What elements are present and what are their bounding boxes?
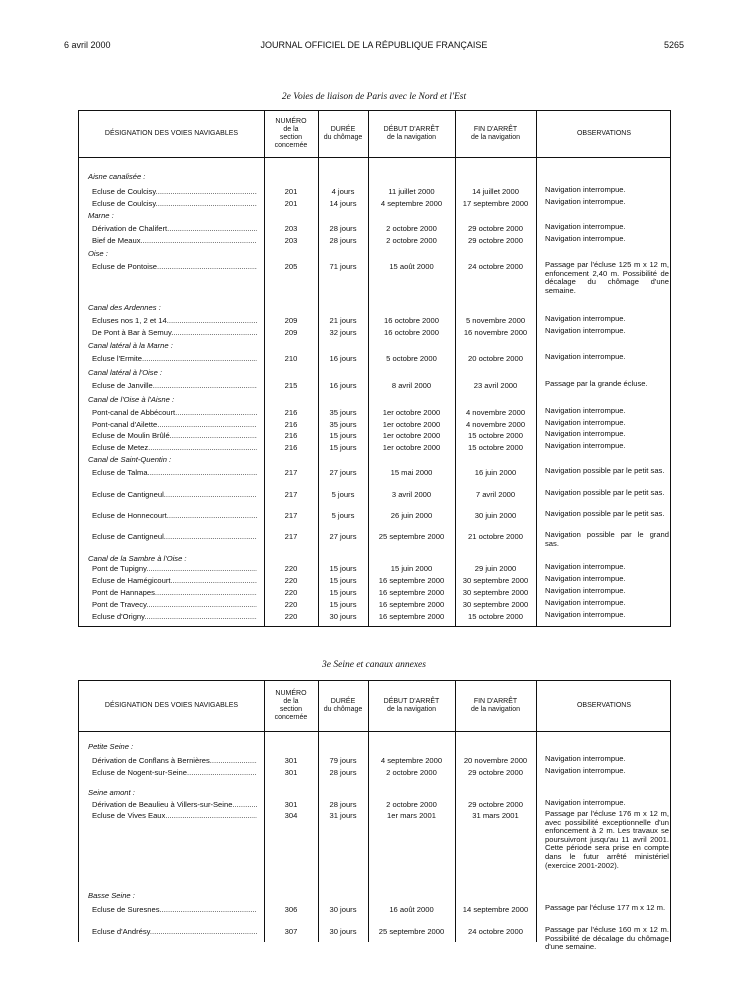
observation: Navigation interrompue. <box>545 441 626 450</box>
start-date: 16 octobre 2000 <box>384 316 439 325</box>
group-label-text: Oise : <box>88 249 108 258</box>
end-date: 30 juin 2000 <box>474 511 517 520</box>
column-header-debut: DÉBUT D'ARRÊT de la navigation <box>383 126 440 141</box>
section-number: 216 <box>284 443 298 452</box>
duration: 16 jours <box>329 381 357 390</box>
section-title-3: 3e Seine et canaux annexes <box>322 660 426 670</box>
observation: Navigation interrompue. <box>545 798 626 807</box>
start-date: 16 septembre 2000 <box>378 588 445 597</box>
observation: Navigation interrompue. <box>545 185 626 194</box>
observation: Passage par l'écluse 177 m x 12 m. <box>545 903 666 912</box>
end-date: 29 octobre 2000 <box>468 768 523 777</box>
end-date: 29 octobre 2000 <box>468 224 523 233</box>
start-date: 25 septembre 2000 <box>378 927 445 936</box>
start-date: 2 octobre 2000 <box>386 236 437 245</box>
section-number: 209 <box>284 316 298 325</box>
duration: 30 jours <box>329 612 357 621</box>
duration: 15 jours <box>329 576 357 585</box>
section-number: 220 <box>284 564 298 573</box>
waterway-name: Ecluse de Moulin Brûlé ..... <box>92 430 257 441</box>
duration: 15 jours <box>329 588 357 597</box>
observation: Navigation possible par le petit sas. <box>545 466 665 475</box>
end-date: 4 novembre 2000 <box>465 408 526 417</box>
navigation-table-section-3 <box>78 680 671 952</box>
observation: Navigation interrompue. <box>545 562 626 571</box>
column-header-fin: FIN D'ARRÊT de la navigation <box>470 126 521 141</box>
observation: Navigation interrompue. <box>545 754 626 763</box>
observation: Passage par la grande écluse. <box>545 379 648 388</box>
column-header-duree: DURÉE du chômage <box>323 126 363 141</box>
waterway-name: Ecluse l'Ermite ..... <box>92 353 257 364</box>
end-date: 23 avril 2000 <box>473 381 518 390</box>
end-date: 29 juin 2000 <box>474 564 517 573</box>
duration: 31 jours <box>329 811 357 820</box>
waterway-name: Ecluse de Janville ..... <box>92 380 257 391</box>
waterway-name: Ecluse de Pontoise ..... <box>92 261 257 272</box>
section-number: 216 <box>284 420 298 429</box>
page-header <box>64 40 684 54</box>
section-number: 205 <box>284 262 298 271</box>
journal-title: JOURNAL OFFICIEL DE LA RÉPUBLIQUE FRANÇAISE <box>260 40 488 50</box>
group-label-text: Canal de la Sambre à l'Oise : <box>88 554 187 563</box>
group-label-text: Canal de l'Oise à l'Aisne : <box>88 395 175 404</box>
duration: 16 jours <box>329 354 357 363</box>
duration: 30 jours <box>329 905 357 914</box>
start-date: 15 juin 2000 <box>390 564 433 573</box>
waterway-name: Dérivation de Chalifert ..... <box>92 223 257 234</box>
end-date: 15 octobre 2000 <box>468 443 523 452</box>
section-number: 210 <box>284 354 298 363</box>
end-date: 30 septembre 2000 <box>462 600 529 609</box>
waterway-name: Ecluse de Honnecourt ..... <box>92 510 257 521</box>
section-number: 209 <box>284 328 298 337</box>
header-rule <box>79 731 670 732</box>
end-date: 14 septembre 2000 <box>462 905 529 914</box>
observation: Navigation interrompue. <box>545 598 626 607</box>
section-number: 220 <box>284 588 298 597</box>
waterway-name: Dérivation de Beaulieu à Villers-sur-Seine ..... <box>92 799 257 810</box>
column-header-observations: OBSERVATIONS <box>576 130 632 137</box>
duration: 5 jours <box>331 490 355 499</box>
end-date: 30 septembre 2000 <box>462 576 529 585</box>
end-date: 7 avril 2000 <box>475 490 516 499</box>
section-number: 306 <box>284 905 298 914</box>
duration: 27 jours <box>329 468 357 477</box>
observation: Navigation possible par le petit sas. <box>545 488 665 497</box>
column-header-observations: OBSERVATIONS <box>576 702 632 709</box>
waterway-name: Ecluse de Cantigneul ..... <box>92 531 257 542</box>
waterway-name: Pont de Travecy ..... <box>92 599 257 610</box>
end-date: 16 juin 2000 <box>474 468 517 477</box>
duration: 21 jours <box>329 316 357 325</box>
duration: 28 jours <box>329 800 357 809</box>
group-label-text: Seine amont : <box>88 788 135 797</box>
start-date: 1er octobre 2000 <box>382 431 441 440</box>
end-date: 20 novembre 2000 <box>463 756 528 765</box>
observation: Navigation interrompue. <box>545 234 626 243</box>
duration: 79 jours <box>329 756 357 765</box>
duration: 35 jours <box>329 420 357 429</box>
observation: Navigation interrompue. <box>545 574 626 583</box>
duration: 35 jours <box>329 408 357 417</box>
observation: Navigation interrompue. <box>545 586 626 595</box>
start-date: 5 octobre 2000 <box>386 354 437 363</box>
column-header-designation: DÉSIGNATION DES VOIES NAVIGABLES <box>104 702 239 709</box>
waterway-name: Ecluse de Cantigneul ..... <box>92 489 257 500</box>
section-number: 301 <box>284 756 298 765</box>
waterway-name: Pont-canal d'Ailette ..... <box>92 419 257 430</box>
section-number: 220 <box>284 576 298 585</box>
section-number: 203 <box>284 236 298 245</box>
observation: Navigation interrompue. <box>545 352 626 361</box>
waterway-name: Ecluse de Metez ..... <box>92 442 257 453</box>
end-date: 16 novembre 2000 <box>463 328 528 337</box>
start-date: 15 août 2000 <box>389 262 434 271</box>
observation: Navigation interrompue. <box>545 406 626 415</box>
waterway-name: Pont-canal de Abbécourt ..... <box>92 407 257 418</box>
duration: 30 jours <box>329 927 357 936</box>
observation: Navigation interrompue. <box>545 766 626 775</box>
duration: 14 jours <box>329 199 357 208</box>
section-title-2: 2e Voies de liaison de Paris avec le Nord et l'Est <box>281 92 467 102</box>
duration: 32 jours <box>329 328 357 337</box>
column-header-duree: DURÉE du chômage <box>323 698 363 713</box>
waterway-name: Ecluse de Coulcisy ..... <box>92 198 257 209</box>
section-number: 216 <box>284 408 298 417</box>
end-date: 24 octobre 2000 <box>468 927 523 936</box>
start-date: 4 septembre 2000 <box>380 756 443 765</box>
start-date: 16 octobre 2000 <box>384 328 439 337</box>
start-date: 15 mai 2000 <box>390 468 433 477</box>
start-date: 11 juillet 2000 <box>388 187 435 196</box>
start-date: 4 septembre 2000 <box>380 199 443 208</box>
duration: 4 jours <box>331 187 355 196</box>
section-number: 203 <box>284 224 298 233</box>
waterway-name: Bief de Meaux ..... <box>92 235 257 246</box>
duration: 15 jours <box>329 431 357 440</box>
start-date: 3 avril 2000 <box>391 490 432 499</box>
start-date: 16 septembre 2000 <box>378 600 445 609</box>
waterway-name: Ecluse de Hamégicourt ..... <box>92 575 257 586</box>
duration: 15 jours <box>329 443 357 452</box>
waterway-name: Ecluse de Talma ..... <box>92 467 257 478</box>
end-date: 20 octobre 2000 <box>468 354 523 363</box>
group-label-text: Canal de Saint-Quentin : <box>88 455 172 464</box>
section-number: 217 <box>284 532 298 541</box>
waterway-name: Pont de Hannapes ..... <box>92 587 257 598</box>
section-number: 215 <box>284 381 298 390</box>
end-date: 24 octobre 2000 <box>468 262 523 271</box>
navigation-table-section-2 <box>78 110 671 627</box>
start-date: 1er mars 2001 <box>387 811 436 820</box>
column-header-debut: DÉBUT D'ARRÊT de la navigation <box>383 698 440 713</box>
group-label-text: Basse Seine : <box>88 891 135 900</box>
section-number: 301 <box>284 800 298 809</box>
waterway-name: Ecluse de Suresnes ..... <box>92 904 257 915</box>
group-label-text: Marne : <box>88 211 114 220</box>
observation: Navigation interrompue. <box>545 222 626 231</box>
waterway-name: Pont de Tupigny ..... <box>92 563 257 574</box>
observation: Navigation interrompue. <box>545 197 626 206</box>
section-number: 216 <box>284 431 298 440</box>
waterway-name: Ecluse de Nogent-sur-Seine ..... <box>92 767 257 778</box>
section-number: 220 <box>284 612 298 621</box>
section-number: 201 <box>284 199 298 208</box>
start-date: 1er octobre 2000 <box>382 408 441 417</box>
section-number: 304 <box>284 811 298 820</box>
duration: 28 jours <box>329 236 357 245</box>
observation: Navigation possible par le petit sas. <box>545 509 665 518</box>
section-number: 201 <box>284 187 298 196</box>
duration: 15 jours <box>329 564 357 573</box>
end-date: 15 octobre 2000 <box>468 612 523 621</box>
observation: Passage par l'écluse 125 m x 12 m, enfoncement 2,40 m. Possibilité de décalage du chômage d'une semaine. <box>545 260 669 295</box>
observation: Navigation interrompue. <box>545 418 626 427</box>
duration: 5 jours <box>331 511 355 520</box>
duration: 27 jours <box>329 532 357 541</box>
group-label-text: Canal latéral à la Marne : <box>88 341 173 350</box>
end-date: 29 octobre 2000 <box>468 800 523 809</box>
waterway-name: Ecluses nos 1, 2 et 14 ..... <box>92 315 257 326</box>
observation: Passage par l'écluse 160 m x 12 m. Possibilité de décalage du chômage d'une semaine. <box>545 925 669 952</box>
observation: Navigation interrompue. <box>545 326 626 335</box>
start-date: 26 juin 2000 <box>390 511 433 520</box>
waterway-name: Ecluse de Coulcisy ..... <box>92 186 257 197</box>
group-label-text: Petite Seine : <box>88 742 134 751</box>
column-header-numero: NUMÉRO de la section concernée <box>274 118 308 149</box>
end-date: 17 septembre 2000 <box>462 199 529 208</box>
column-header-designation: DÉSIGNATION DES VOIES NAVIGABLES <box>104 130 239 137</box>
end-date: 30 septembre 2000 <box>462 588 529 597</box>
end-date: 15 octobre 2000 <box>468 431 523 440</box>
group-label-text: Aisne canalisée : <box>88 172 146 181</box>
start-date: 2 octobre 2000 <box>386 224 437 233</box>
section-number: 217 <box>284 511 298 520</box>
observation: Navigation interrompue. <box>545 429 626 438</box>
waterway-name: Dérivation de Conflans à Bernières ..... <box>92 755 257 766</box>
start-date: 1er octobre 2000 <box>382 443 441 452</box>
start-date: 2 octobre 2000 <box>386 768 437 777</box>
column-header-fin: FIN D'ARRÊT de la navigation <box>470 698 521 713</box>
duration: 15 jours <box>329 600 357 609</box>
section-number: 220 <box>284 600 298 609</box>
group-label-text: Canal des Ardennes : <box>88 303 161 312</box>
waterway-name: De Pont à Bar à Semuy ..... <box>92 327 257 338</box>
start-date: 8 avril 2000 <box>391 381 432 390</box>
section-number: 217 <box>284 468 298 477</box>
start-date: 16 septembre 2000 <box>378 612 445 621</box>
observation: Navigation interrompue. <box>545 610 626 619</box>
observation: Passage par l'écluse 176 m x 12 m, avec possibilité exceptionnelle d'un enfoncement à 2 m. Les travaux se poursuivront jusqu'au 11 avril 2001. Cette période sera prise en compte dans le futur arrêté ministériel (exercice 2001-2002). <box>545 809 669 870</box>
observation: Navigation interrompue. <box>545 314 626 323</box>
duration: 28 jours <box>329 224 357 233</box>
page-date: 6 avril 2000 <box>64 40 111 50</box>
waterway-name: Ecluse de Vives Eaux ..... <box>92 810 257 821</box>
duration: 28 jours <box>329 768 357 777</box>
section-number: 301 <box>284 768 298 777</box>
group-label-text: Canal latéral à l'Oise : <box>88 368 163 377</box>
start-date: 2 octobre 2000 <box>386 800 437 809</box>
waterway-name: Ecluse d'Origny ..... <box>92 611 257 622</box>
start-date: 16 août 2000 <box>389 905 434 914</box>
page-number: 5265 <box>663 40 684 50</box>
column-header-numero: NUMÉRO de la section concernée <box>274 690 308 721</box>
header-rule <box>79 157 670 158</box>
observation: Navigation possible par le grand sas. <box>545 530 669 548</box>
start-date: 25 septembre 2000 <box>378 532 445 541</box>
end-date: 29 octobre 2000 <box>468 236 523 245</box>
column-divider <box>536 111 537 626</box>
start-date: 16 septembre 2000 <box>378 576 445 585</box>
end-date: 21 octobre 2000 <box>468 532 523 541</box>
section-number: 307 <box>284 927 298 936</box>
end-date: 31 mars 2001 <box>472 811 519 820</box>
end-date: 4 novembre 2000 <box>465 420 526 429</box>
section-number: 217 <box>284 490 298 499</box>
start-date: 1er octobre 2000 <box>382 420 441 429</box>
waterway-name: Ecluse d'Andrésy ..... <box>92 926 257 937</box>
duration: 71 jours <box>329 262 357 271</box>
end-date: 5 novembre 2000 <box>465 316 526 325</box>
end-date: 14 juillet 2000 <box>472 187 519 196</box>
